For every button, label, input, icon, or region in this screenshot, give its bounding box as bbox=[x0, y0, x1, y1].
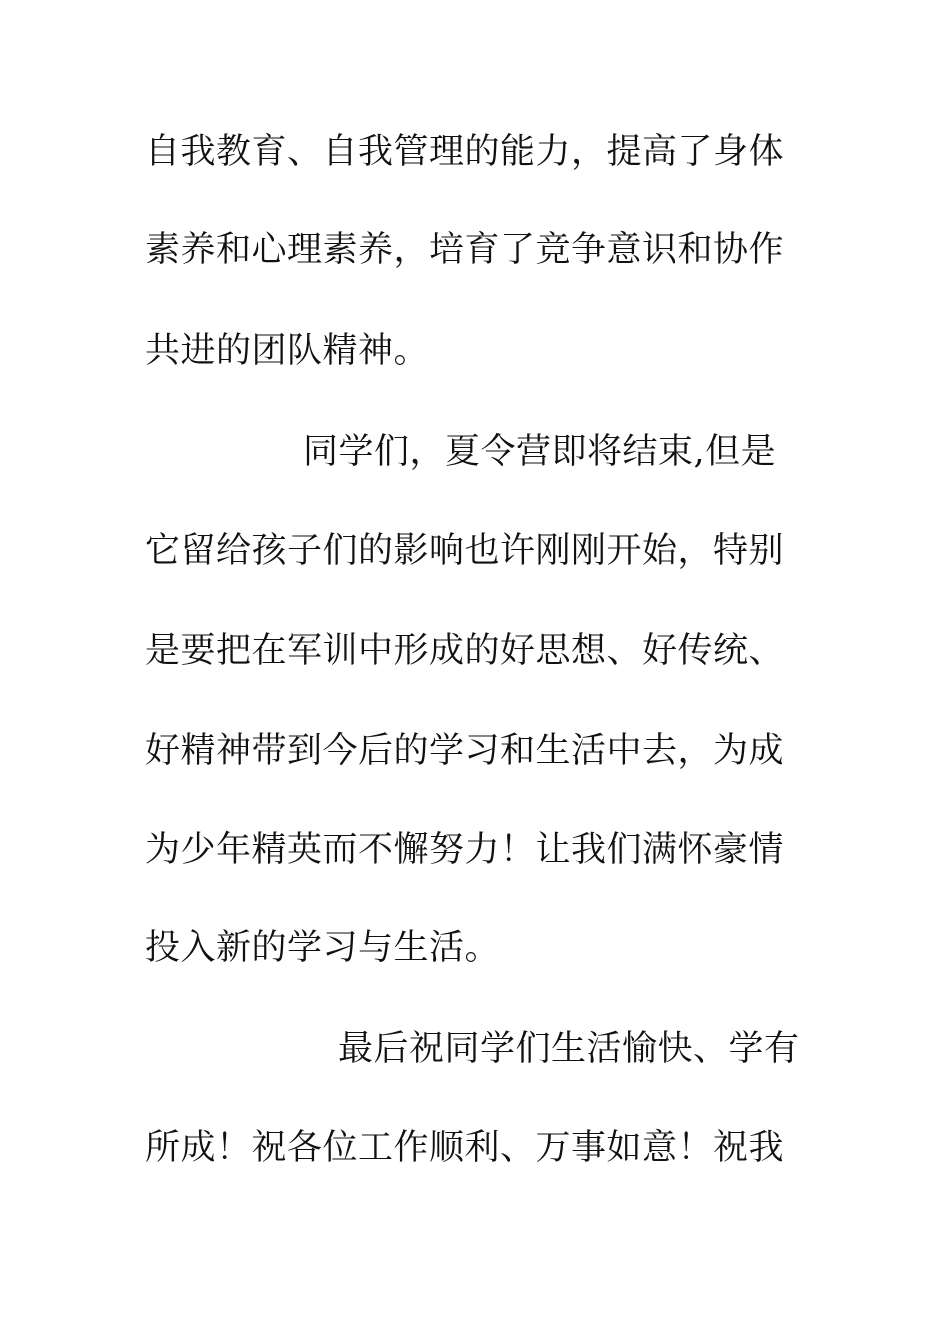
text-line-2: 素养和心理素养，培育了竞争意识和协作 bbox=[145, 230, 785, 270]
text-line-7: 好精神带到今后的学习和生活中去，为成 bbox=[145, 731, 785, 771]
text-line-1: 自我教育、自我管理的能力，提高了身体 bbox=[145, 132, 785, 172]
text-line-3: 共进的团队精神。 bbox=[145, 331, 430, 371]
text-line-6: 是要把在军训中形成的好思想、好传统、 bbox=[145, 631, 785, 671]
text-line-9: 投入新的学习与生活。 bbox=[145, 928, 501, 968]
text-line-8: 为少年精英而不懈努力！让我们满怀豪情 bbox=[145, 830, 785, 870]
text-line-5: 它留给孩子们的影响也许刚刚开始，特别 bbox=[145, 531, 785, 571]
text-line-4: 同学们，夏令营即将结束,但是 bbox=[303, 432, 777, 472]
text-line-11: 所成！祝各位工作顺利、万事如意！祝我 bbox=[145, 1128, 785, 1168]
text-line-10: 最后祝同学们生活愉快、学有 bbox=[338, 1029, 800, 1069]
